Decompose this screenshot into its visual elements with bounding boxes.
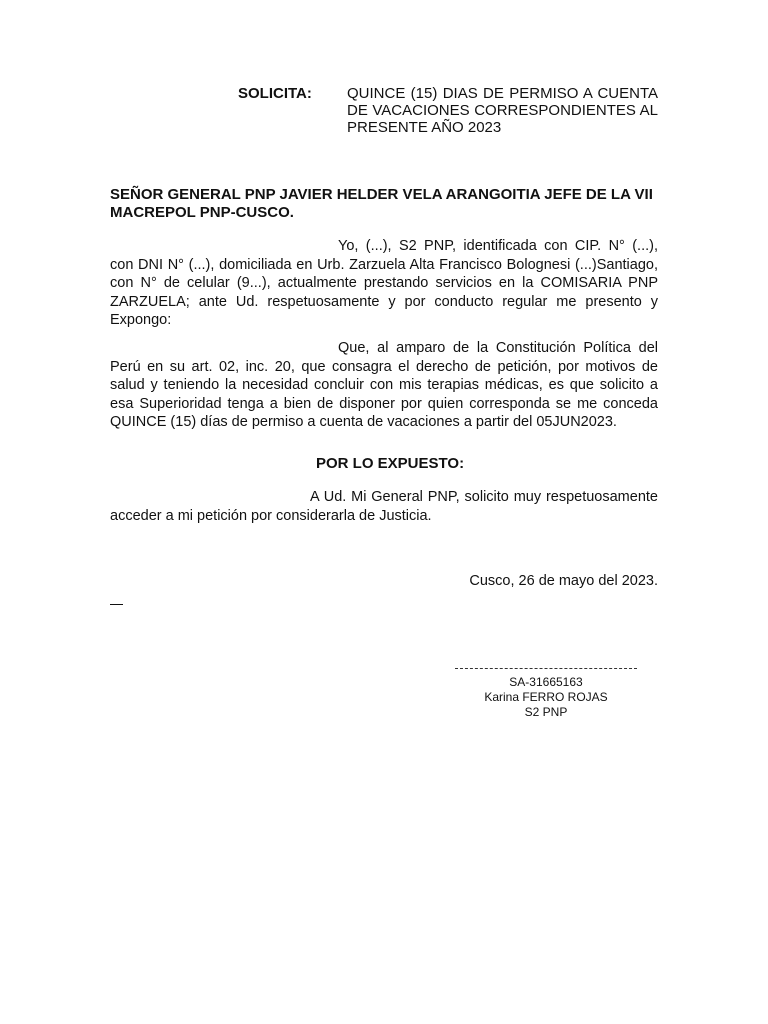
solicita-text: QUINCE (15) DIAS DE PERMISO A CUENTA DE VACACIONES CORRESPONDIENTES AL PRESENTE AÑO 2023 [347, 85, 658, 136]
body-paragraph-1: Yo, (...), S2 PNP, identificada con CIP. N° (...), con DNI N° (...), domiciliada en Urb. Zarzuela Alta Francisco Bolognesi (...)Santiago, con N° de celular (9...), actualmente prestando servicios en la COMISARIA PNP ZARZUELA; ante Ud. respetuosamente y por conducto regular me presento y Expongo: [110, 238, 658, 328]
signature-rank: S2 PNP [524, 705, 568, 719]
addressee: SEÑOR GENERAL PNP JAVIER HELDER VELA ARANGOITIA JEFE DE LA VII MACREPOL PNP-CUSCO. [110, 186, 653, 221]
por-lo-expuesto-heading: POR LO EXPUESTO: [316, 455, 465, 472]
short-dash-divider [110, 604, 123, 605]
place-date: Cusco, 26 de mayo del 2023. [469, 573, 658, 589]
signature-code: SA-31665163 [509, 675, 583, 689]
signature-block [446, 668, 646, 720]
signature-name: Karina FERRO ROJAS [484, 690, 608, 704]
solicita-label: SOLICITA: [238, 85, 312, 102]
body-paragraph-2: Que, al amparo de la Constitución Política del Perú en su art. 02, inc. 20, que consagra el derecho de petición, por motivos de salud y teniendo la necesidad concluir con mis terapias médicas, es que solicito a esa Superioridad tenga a bien de disponer por quien corresponda se me conceda QUINCE (15) días de permiso a cuenta de vacaciones a partir del 05JUN2023. [110, 340, 658, 430]
body-paragraph-3: A Ud. Mi General PNP, solicito muy respetuosamente acceder a mi petición por considerarla de Justicia. [110, 489, 658, 524]
signature-line [455, 668, 637, 669]
